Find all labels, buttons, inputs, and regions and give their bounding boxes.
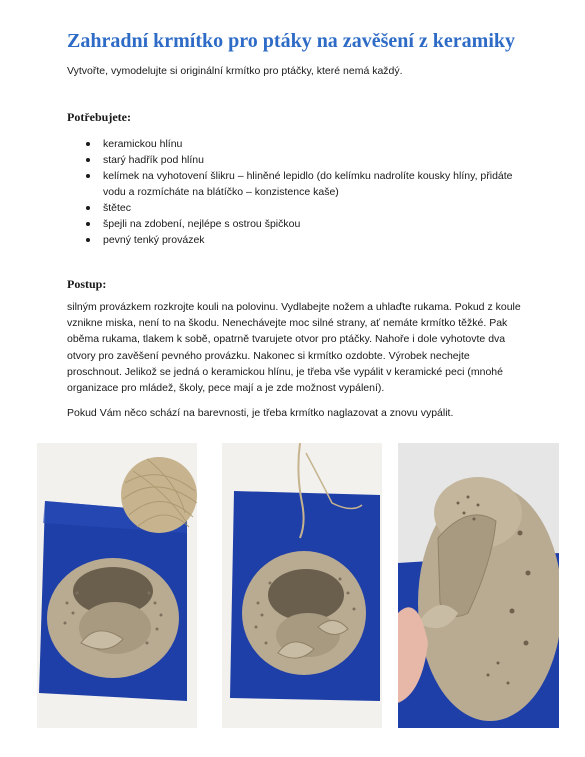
photo-feeder-with-twine [37,443,197,728]
list-item: starý hadřík pod hlínu [86,152,516,168]
list-item: špejli na zdobení, nejlépe s ostrou špičkou [86,216,516,232]
list-item: kelímek na vyhotovení šlikru – hliněné lepidlo (do kelímku nadrolíte kousky hlíny, přidáte vodu a rozmícháte na blátíčko – konzistence kaše) [86,168,516,200]
photo-hanging-feeder [222,443,382,728]
list-item: štětec [86,200,516,216]
intro-text: Vytvořte, vymodelujte si originální krmítko pro ptáčky, které nemá každý. [67,65,403,77]
list-item: pevný tenký provázek [86,232,516,248]
page-title: Zahradní krmítko pro ptáky na zavěšení z keramiky [67,30,515,52]
list-item: keramickou hlínu [86,136,516,152]
steps-heading: Postup: [67,277,107,291]
needs-heading: Potřebujete: [67,110,131,124]
photo-closeup-side [398,443,559,728]
needs-list [86,136,516,248]
glaze-note: Pokud Vám něco schází na barevnosti, je třeba krmítko naglazovat a znovu vypálit. [67,407,454,419]
steps-paragraph: silným provázkem rozkrojte kouli na polovinu. Vydlabejte nožem a uhlaďte rukama. Pokud z koule vznikne miska, není to na škodu. Nenechávejte moc silné strany, ať nemáte krmítko těžké. Pak oběma rukama, tlakem k sobě, opatrně tvarujete otvor pro ptáčky. Nahoře i dole vyhotovte dva otvory pro zavěšení pevného provázku. Nakonec si krmítko ozdobte. Výrobek nechejte proschnout. Jelikož se jedná o keramickou hlínu, je třeba vše vypálit v keramické peci (mnohé organizace pro mládež, školy, pece mají a je zde možnost vypálení). [67,301,521,395]
